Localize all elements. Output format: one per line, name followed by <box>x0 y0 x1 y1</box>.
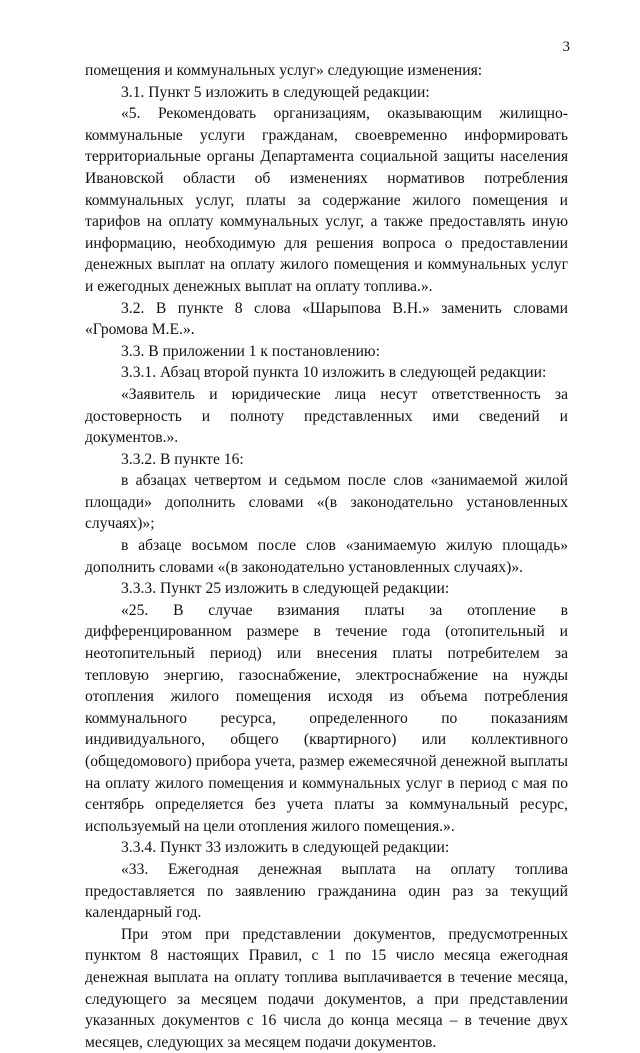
paragraph: «25. В случае взимания платы за отопление в дифференцированном размере в течение года (отопительный и неотопительный период) или внесения платы потребителем за тепловую энергию, газоснабжение, электроснабжение на нужды отопления жилого помещения исходя из объема потребления коммунального ресурса, определенного по показаниям индивидуального, общего (квартирного) или коллективного (общедомового) прибора учета, размер ежемесячной денежной выплаты на оплату жилого помещения и коммунальных услуг в период с мая по сентябрь определяется без учета платы за коммунальный ресурс, используемый на цели отопления жилого помещения.». <box>85 601 568 835</box>
paragraph: 3.3.2. В пункте 16: <box>121 450 244 468</box>
paragraph: 3.3. В приложении 1 к постановлению: <box>121 342 380 360</box>
paragraph: в абзацах четвертом и седьмом после слов «занимаемой жилой площади» дополнить словами «(в законодательно установленных случаях)»; <box>85 472 568 533</box>
paragraph: помещения и коммунальных услуг» следующие изменения: <box>85 62 483 79</box>
paragraph: «Заявитель и юридические лица несут ответственность за достоверность и полноту представленных ими сведений и документов.». <box>85 385 568 447</box>
paragraph: 3.3.1. Абзац второй пункта 10 изложить в следующей редакции: <box>121 364 547 382</box>
document-body <box>85 60 568 1053</box>
paragraph: «33. Ежегодная денежная выплата на оплату топлива предоставляется по заявлению гражданина один раз за текущий календарный год. <box>85 860 568 922</box>
paragraph: 3.3.4. Пункт 33 изложить в следующей редакции: <box>121 839 450 857</box>
paragraph: 3.3.3. Пункт 25 изложить в следующей редакции: <box>121 580 450 598</box>
paragraph: «5. Рекомендовать организациям, оказывающим жилищно-коммунальные услуги гражданам, своевременно информировать территориальные органы Департамента социальной защиты населения Ивановской области об изменениях нормативов потребления коммунальных услуг, платы за содержание жилого помещения и тарифов на оплату коммунальных услуг, а также предоставлять иную информацию, необходимую для решения вопроса о предоставлении денежных выплат на оплату жилого помещения и коммунальных услуг и ежегодных денежных выплат на оплату топлива.». <box>85 105 568 295</box>
paragraph: 3.2. В пункте 8 слова «Шарыпова В.Н.» заменить словами «Громова М.Е.». <box>85 299 568 339</box>
page-number: 3 <box>562 39 570 55</box>
paragraph: в абзаце восьмом после слов «занимаемую жилую площадь» дополнить словами «(в законодательно установленных случаях)». <box>85 537 568 576</box>
paragraph: 3.1. Пункт 5 изложить в следующей редакции: <box>121 83 430 101</box>
paragraph: При этом при представлении документов, предусмотренных пунктом 8 настоящих Правил, с 1 по 15 число месяца ежегодная денежная выплата на оплату топлива выплачивается в течение месяца, следующего за месяцем подачи документов, а при представлении указанных документов с 16 числа до конца месяца – в течение двух месяцев, следующих за месяцем подачи документов. <box>85 925 568 1051</box>
